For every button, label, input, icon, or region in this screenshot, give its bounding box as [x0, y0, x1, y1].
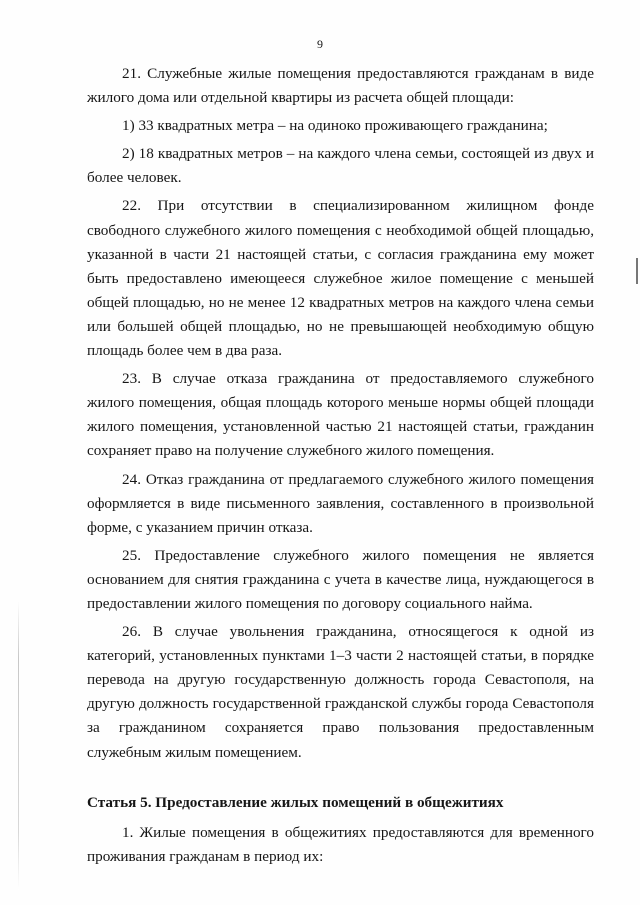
- paragraph-21-item-2: 2) 18 квадратных метров – на каждого члена семьи, состоящей из двух и более человек.: [87, 145, 594, 187]
- paragraph-21-item-1: 1) 33 квадратных метра – на одиноко проживающего гражданина;: [122, 117, 548, 135]
- document-body: [87, 62, 594, 869]
- scan-artifact-right: [636, 258, 638, 284]
- paragraph-22: 22. При отсутствии в специализированном жилищном фонде свободного служебного жилого помещения с необходимой общей площадью, указанной в части 21 настоящей статьи, с согласия гражданина ему может быть предоставлено имеющееся служебное жилое помещение с меньшей общей площадью, но не менее 12 квадратных метров на каждого члена семьи или большей общей площадью, но не превышающей необходимую общую площадь более чем в два раза.: [87, 197, 594, 360]
- page-number: 9: [317, 37, 323, 51]
- article-5-paragraph-1: 1. Жилые помещения в общежитиях предоставляются для временного проживания гражданам в период их:: [87, 823, 594, 865]
- paragraph-23: 23. В случае отказа гражданина от предоставляемого служебного жилого помещения, общая площадь которого меньше нормы общей площади жилого помещения, установленной частью 21 настоящей статьи, гражданин сохраняет право на получение служебного жилого помещения.: [87, 370, 594, 460]
- paragraph-25: 25. Предоставление служебного жилого помещения не является основанием для снятия гражданина с учета в качестве лица, нуждающегося в предоставлении жилого помещения по договору социального найма.: [87, 546, 594, 612]
- article-5-heading: Статья 5. Предоставление жилых помещений в общежитиях: [87, 793, 504, 811]
- paragraph-26: 26. В случае увольнения гражданина, относящегося к одной из категорий, установленных пунктами 1–3 части 2 настоящей статьи, в порядке перевода на другую государственную должность города Севастополя, на другую должность государственной гражданской службы города Севастополя за гражданином сохраняется право пользования предоставленным служебным жилым помещением.: [87, 623, 594, 761]
- scan-artifact-left: [18, 600, 19, 890]
- paragraph-24: 24. Отказ гражданина от предлагаемого служебного жилого помещения оформляется в виде письменного заявления, составленного в произвольной форме, с указанием причин отказа.: [87, 470, 594, 536]
- paragraph-21: 21. Служебные жилые помещения предоставляются гражданам в виде жилого дома или отдельной квартиры из расчета общей площади:: [87, 65, 594, 107]
